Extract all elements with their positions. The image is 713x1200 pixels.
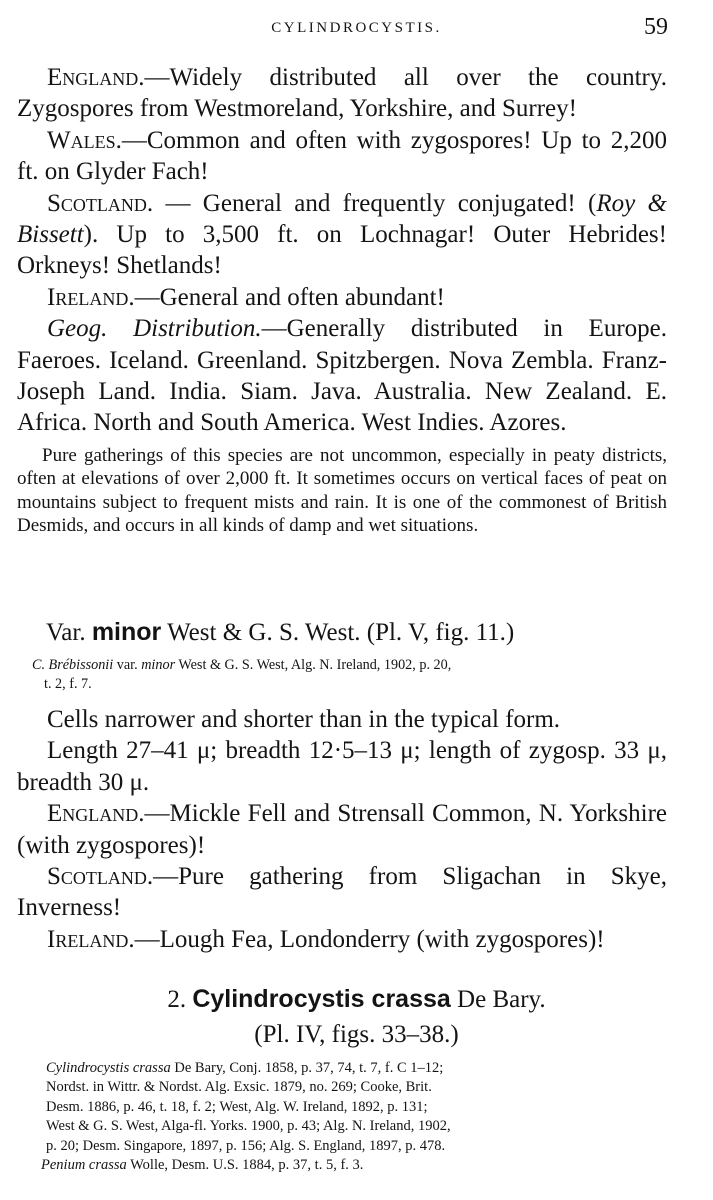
entry-text: —Common and often with zygospores! Up to 2,200 ft. on Glyder Fach! bbox=[17, 126, 667, 186]
species-references bbox=[41, 1059, 668, 1175]
variety-description: Cells narrower and shorter than in the typical form. bbox=[47, 706, 561, 733]
entry-text: — General and frequently conjugated! ( bbox=[153, 189, 597, 217]
note-section bbox=[17, 444, 667, 538]
variety-reference bbox=[32, 656, 668, 694]
variety-england-entry bbox=[17, 798, 667, 861]
reference-line: West & G. S. West, Alga-fl. Yorks. 1900, p. 43; Alg. N. Ireland, 1902, bbox=[46, 1118, 451, 1135]
entry-text: ). Up to 3,500 ft. on Lochnagar! Outer Hebrides! Orkneys! Shetlands! bbox=[17, 221, 667, 280]
entry-text: —Mickle Fell and Strensall Common, N. Yorkshire (with zygospores)! bbox=[17, 800, 667, 859]
region-label: Ireland. bbox=[47, 283, 135, 311]
region-label: Wales. bbox=[47, 126, 122, 154]
page-header bbox=[0, 14, 713, 44]
ref-minor: minor bbox=[141, 657, 176, 673]
species-authority: De Bary. bbox=[450, 986, 546, 1013]
running-title: CYLINDROCYSTIS. bbox=[271, 20, 442, 36]
variety-prefix: Var. bbox=[46, 619, 92, 646]
variety-heading bbox=[46, 618, 514, 647]
variety-section bbox=[17, 704, 667, 955]
ref-taxon: Cylindrocystis crassa bbox=[46, 1060, 171, 1076]
variety-measurements: Length 27–41 μ; breadth 12·5–13 μ; length of zygosp. 33 μ, breadth 30 μ. bbox=[17, 737, 667, 796]
reference-line: Desm. 1886, p. 46, t. 18, f. 2; West, Alg. W. Ireland, 1892, p. 131; bbox=[46, 1098, 428, 1115]
england-entry bbox=[17, 62, 667, 125]
reference-line: Nordst. in Wittr. & Nordst. Alg. Exsic. 1879, no. 269; Cooke, Brit. bbox=[46, 1079, 432, 1096]
reference-line bbox=[41, 1156, 668, 1175]
variety-name: minor bbox=[91, 618, 162, 646]
entry-text: —Lough Fea, Londonderry (with zygospores)! bbox=[134, 925, 605, 953]
ireland-entry bbox=[17, 282, 667, 313]
ref-taxon: Penium crassa bbox=[41, 1157, 127, 1174]
ref-text: var. bbox=[113, 657, 142, 673]
species-heading bbox=[0, 985, 713, 1014]
reference-line: p. 20; Desm. Singapore, 1897, p. 156; Alg. S. England, 1897, p. 478. bbox=[46, 1137, 446, 1154]
variety-scotland-entry bbox=[17, 861, 667, 924]
scotland-entry bbox=[17, 188, 667, 282]
entry-text: —Generally distributed in Europe. Faeroes. Iceland. Greenland. Spitzbergen. Nova Zembla. Franz-Joseph Land. India. Siam. Java. Australia. New Zealand. E. Africa. North and South America. West Indies. Azores. bbox=[17, 315, 667, 437]
entry-text: —Pure gathering from Sligachan in Skye, Inverness! bbox=[17, 863, 667, 922]
species-number: 2. bbox=[167, 986, 193, 1013]
region-label: England. bbox=[47, 800, 145, 828]
geog-label: Geog. Distribution. bbox=[47, 315, 262, 343]
reference-line: t. 2, f. 7. bbox=[44, 676, 92, 692]
region-label: Ireland. bbox=[47, 925, 135, 953]
ref-text: De Bary, Conj. 1858, p. 37, 74, t. 7, f. C 1–12; bbox=[170, 1060, 444, 1076]
authors: Roy & Bissett bbox=[17, 189, 667, 249]
species-name: Cylindrocystis crassa bbox=[192, 985, 451, 1013]
reference-line bbox=[46, 1059, 668, 1078]
variety-ireland-entry bbox=[17, 924, 667, 955]
distribution-section bbox=[17, 62, 667, 439]
geog-distribution-entry bbox=[17, 313, 667, 439]
note-paragraph: Pure gatherings of this species are not uncommon, especially in peaty districts, often at elevations of over 2,000 ft. It sometimes occurs on vertical faces of peat on mountains subject to frequent mists and rain. It is one of the commonest of British Desmids, and occurs in all kinds of damp and wet situations. bbox=[17, 445, 667, 537]
entry-text: —Widely distributed all over the country. Zygospores from Westmoreland, Yorkshire, and Surrey! bbox=[17, 64, 667, 123]
region-label: England. bbox=[47, 64, 145, 91]
wales-entry bbox=[17, 125, 667, 188]
region-label: Scotland. bbox=[47, 863, 154, 891]
reference-line bbox=[32, 656, 668, 675]
page-number: 59 bbox=[644, 14, 668, 40]
ref-genus: C. Brébissonii bbox=[32, 657, 114, 673]
variety-authority: West & G. S. West. (Pl. V, fig. 11.) bbox=[161, 619, 515, 646]
ref-text: Wolle, Desm. U.S. 1884, p. 37, t. 5, f. 3. bbox=[126, 1157, 364, 1174]
ref-text: West & G. S. West, Alg. N. Ireland, 1902, p. 20, bbox=[175, 657, 452, 673]
species-plate: (Pl. IV, figs. 33–38.) bbox=[254, 1021, 459, 1048]
entry-text: —General and often abundant! bbox=[134, 283, 445, 311]
region-label: Scotland. bbox=[47, 189, 154, 217]
